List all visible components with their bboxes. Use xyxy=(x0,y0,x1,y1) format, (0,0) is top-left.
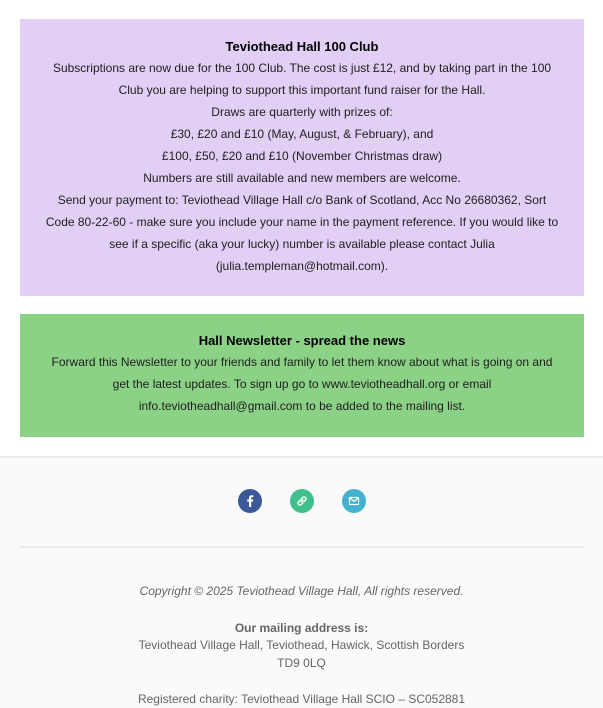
email-icon[interactable] xyxy=(342,489,366,513)
mailing-address-heading: Our mailing address is: xyxy=(234,621,369,635)
100-club-section xyxy=(20,19,584,296)
facebook-icon[interactable] xyxy=(238,489,262,513)
newsletter-share-text: Forward this Newsletter to your friends and family to let them know about what is going on and get the latest updates. To sign up go to www.teviotheadhall.org or email info.teviotheadhall@gmail.com to be added to the mailing list. xyxy=(51,355,553,413)
charity-registration: Registered charity: Teviothead Village Hall SCIO – SC052881 xyxy=(137,692,466,706)
100-club-text: Subscriptions are now due for the 100 Club. The cost is just £12, and by taking part in the 100 Club you are helping to support this important fund raiser for the Hall. xyxy=(52,61,552,97)
mailing-address-line: Teviothead Village Hall, Teviothead, Hawick, Scottish Borders xyxy=(138,638,465,652)
copyright-text: Copyright © 2025 Teviothead Village Hall, All rights reserved. xyxy=(139,584,464,598)
100-club-text: £30, £20 and £10 (May, August, & February), and xyxy=(170,127,434,141)
mailing-address-postcode: TD9 0LQ xyxy=(277,656,326,670)
100-club-text: £100, £50, £20 and £10 (November Christmas draw) xyxy=(161,149,443,163)
100-club-text: Send your payment to: Teviothead Village Hall c/o Bank of Scotland, Acc No 26680362, Sort Code 80-22-60 - make sure you include your name in the payment reference. If you would like to see if a specific (aka your lucky) number is available please contact Julia (julia.templeman@hotmail.com). xyxy=(45,193,559,273)
newsletter-share-title: Hall Newsletter - spread the news xyxy=(198,333,406,348)
100-club-text: Draws are quarterly with prizes of: xyxy=(211,105,393,119)
link-icon[interactable] xyxy=(290,489,314,513)
100-club-text: Numbers are still available and new members are welcome. xyxy=(143,171,461,185)
100-club-title: Teviothead Hall 100 Club xyxy=(225,39,379,54)
footer-divider xyxy=(20,546,584,548)
social-links xyxy=(0,489,603,513)
newsletter-share-section xyxy=(20,314,584,437)
